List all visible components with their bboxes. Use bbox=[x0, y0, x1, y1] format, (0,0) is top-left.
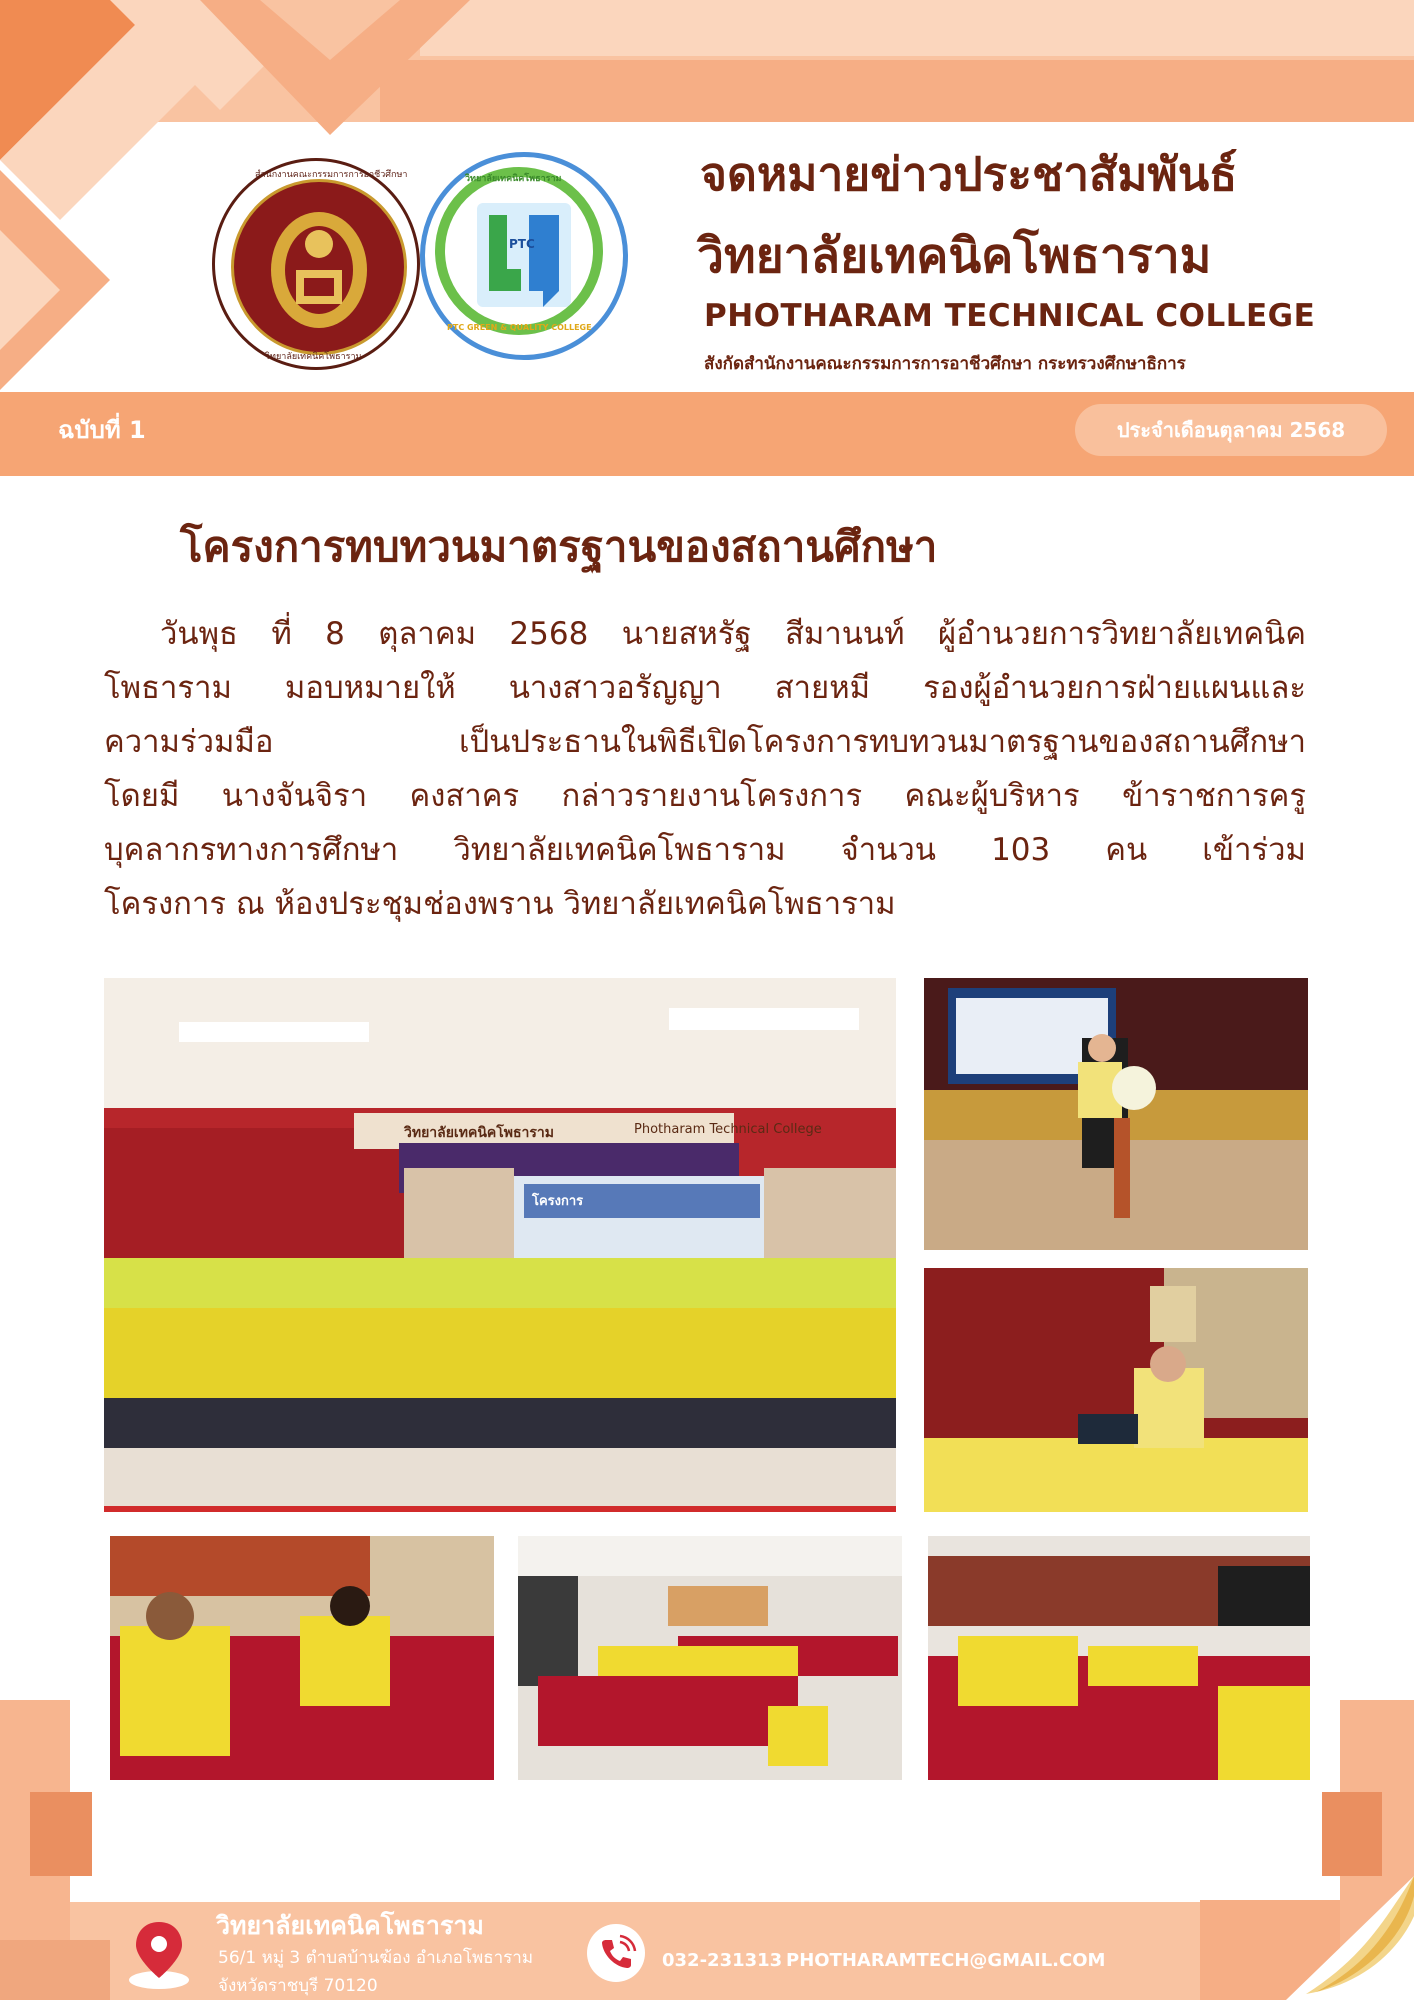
meeting-photo bbox=[110, 1536, 494, 1780]
issue-number: ฉบับที่ 1 bbox=[58, 416, 146, 444]
meeting-photo bbox=[518, 1536, 902, 1780]
ptc-logo-mark: PTC bbox=[509, 237, 535, 251]
article-line: โครงการ ณ ห้องประชุมช่องพราน วิทยาลัยเทคนิคโพธาราม bbox=[104, 886, 896, 922]
college-affiliation: สังกัดสำนักงานคณะกรรมการการอาชีวศึกษา กระทรวงศึกษาธิการ bbox=[704, 354, 1186, 374]
banner-text-thai: วิทยาลัยเทคนิคโพธาราม bbox=[404, 1125, 555, 1141]
banner-text-english: Photharam Technical College bbox=[634, 1122, 822, 1137]
article-line: บุคลากรทางการศึกษา วิทยาลัยเทคนิคโพธาราม จำนวน 103 คน เข้าร่วม bbox=[104, 832, 1306, 868]
location-pin-icon bbox=[126, 1918, 192, 1990]
ptc-logo-text-top: วิทยาลัยเทคนิคโพธาราม bbox=[465, 174, 562, 184]
page-curl-decoration bbox=[1286, 1876, 1414, 2000]
article-headline: โครงการทบทวนมาตรฐานของสถานศึกษา bbox=[180, 522, 938, 571]
meeting-photo bbox=[928, 1536, 1310, 1780]
presenter-photo bbox=[924, 1268, 1308, 1512]
footer-address-line1: 56/1 หมู่ 3 ตำบลบ้านฆ้อง อำเภอโพธาราม bbox=[218, 1948, 534, 1968]
ovec-emblem-icon bbox=[234, 182, 404, 352]
ptc-emblem-icon bbox=[469, 195, 579, 315]
footer-email: PHOTHARAMTECH@GMAIL.COM bbox=[786, 1950, 1106, 1971]
newsletter-title: จดหมายข่าวประชาสัมพันธ์ bbox=[700, 147, 1238, 201]
ptc-logo bbox=[420, 152, 628, 360]
footer-address-line2: จังหวัดราชบุรี 70120 bbox=[218, 1976, 378, 1996]
article-line: ความร่วมมือ เป็นประธานในพิธีเปิดโครงการทบทวนมาตรฐานของสถานศึกษา bbox=[104, 724, 1306, 760]
header-band-light bbox=[420, 0, 1414, 56]
group-photo bbox=[104, 978, 896, 1512]
article-line: โพธาราม มอบหมายให้ นางสาวอรัญญา สายหมี รองผู้อำนวยการฝ่ายแผนและ bbox=[104, 670, 1306, 706]
footer-decoration bbox=[30, 1792, 92, 1876]
screen-title: โครงการ bbox=[532, 1194, 584, 1209]
header-band-strip bbox=[380, 60, 1414, 122]
ovec-logo bbox=[212, 158, 420, 370]
ptc-logo-text-bottom: PTC GREEN & QUALITY COLLEGE bbox=[447, 323, 592, 332]
footer-phone: 032-231313 bbox=[662, 1950, 783, 1971]
footer-decoration bbox=[0, 1940, 110, 2000]
ovec-logo-text-top: สำนักงานคณะกรรมการการอาชีวศึกษา bbox=[255, 170, 408, 180]
phone-icon bbox=[587, 1924, 645, 1982]
speaker-photo bbox=[924, 978, 1308, 1250]
college-name-thai: วิทยาลัยเทคนิคโพธาราม bbox=[697, 228, 1212, 284]
article-line: วันพุธ ที่ 8 ตุลาคม 2568 นายสหรัฐ สีมานนท์ ผู้อำนวยการวิทยาลัยเทคนิค bbox=[160, 616, 1306, 652]
college-name-english: PHOTHARAM TECHNICAL COLLEGE bbox=[704, 298, 1316, 334]
ovec-logo-text-bottom: วิทยาลัยเทคนิคโพธาราม bbox=[265, 352, 362, 362]
footer-decoration bbox=[1322, 1792, 1382, 1876]
article-line: โดยมี นางจันจิรา คงสาคร กล่าวรายงานโครงการ คณะผู้บริหาร ข้าราชการครู bbox=[104, 778, 1306, 814]
issue-month: ประจำเดือนตุลาคม 2568 bbox=[1116, 418, 1346, 442]
footer-college-name: วิทยาลัยเทคนิคโพธาราม bbox=[216, 1911, 484, 1940]
